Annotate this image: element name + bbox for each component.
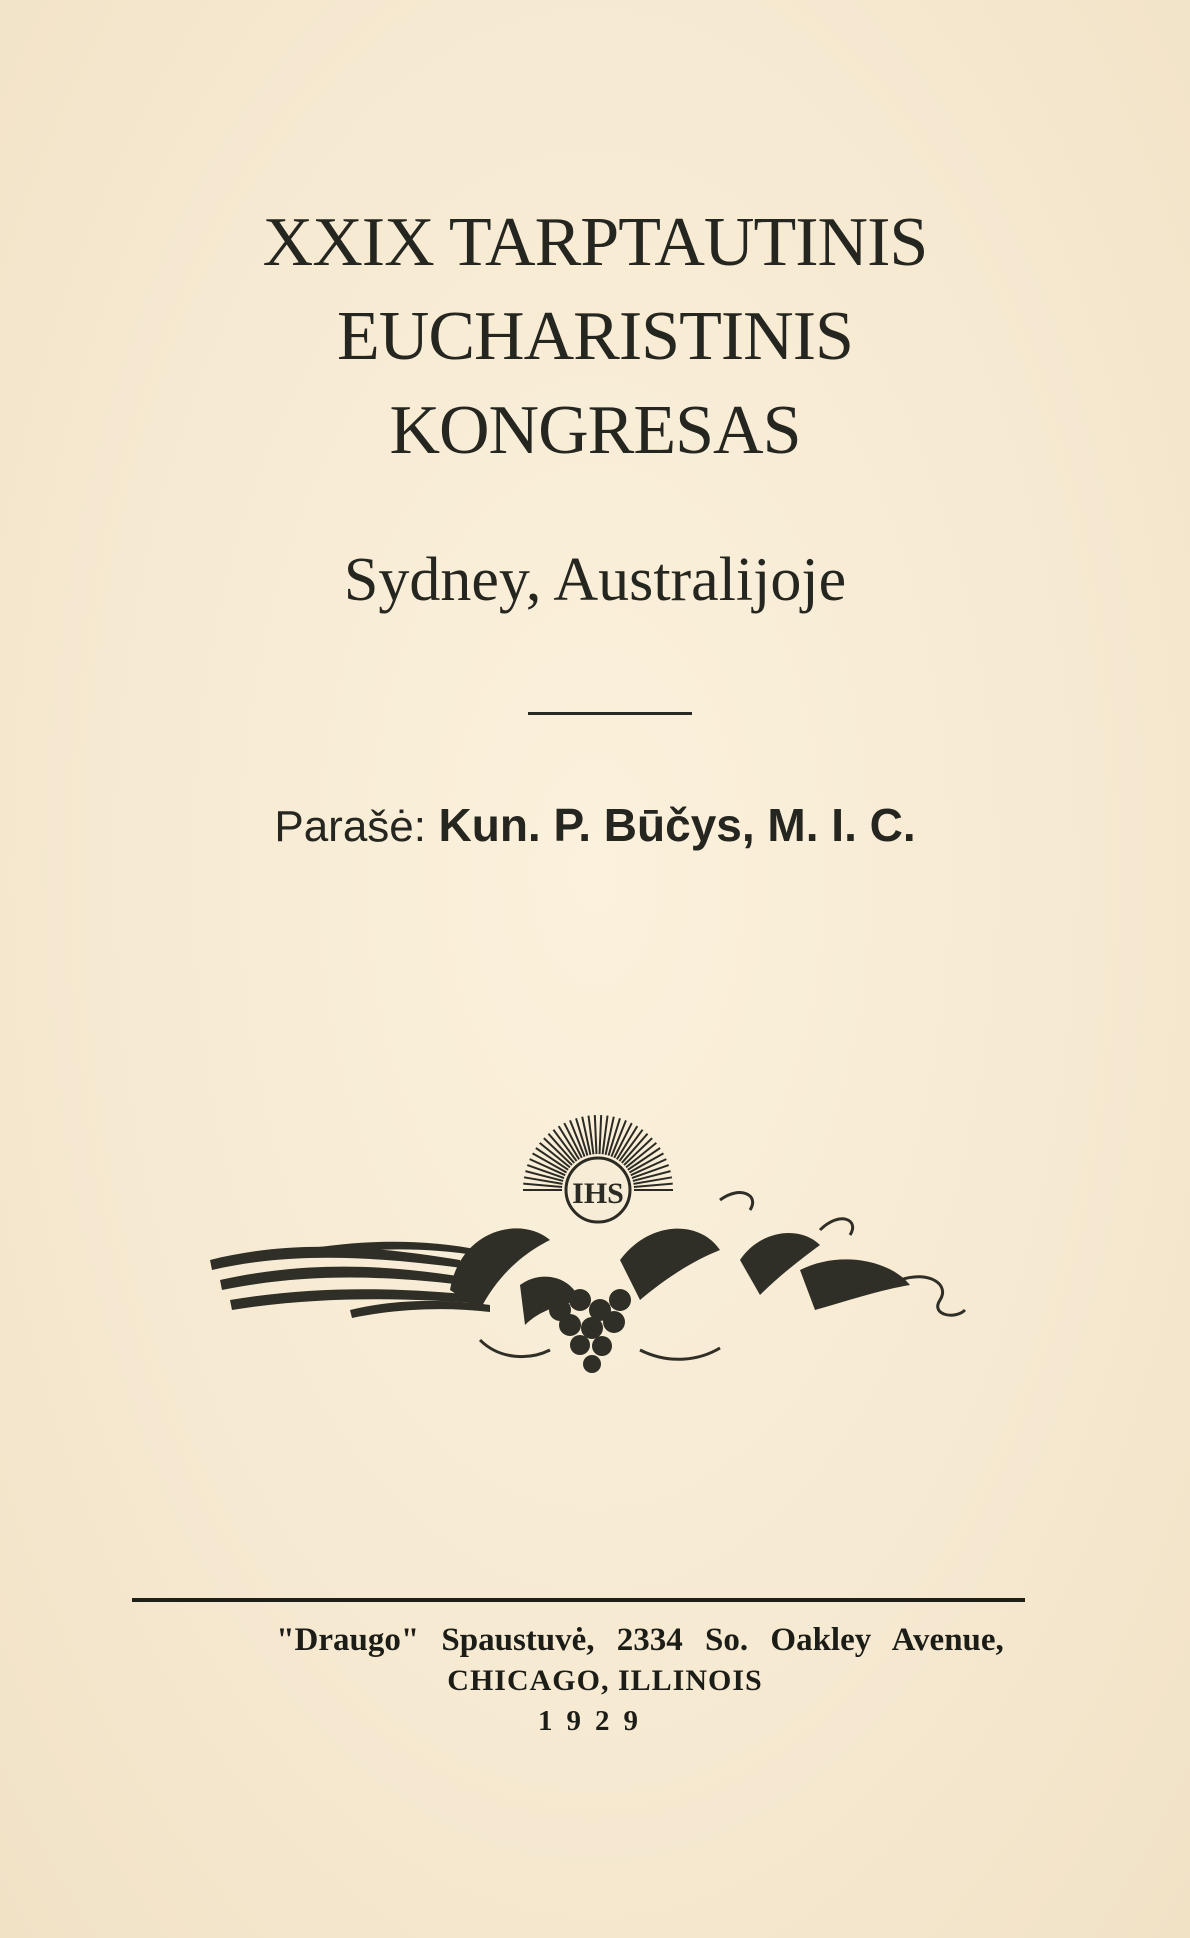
- author-line: [0, 792, 1190, 859]
- imprint-city: CHICAGO, ILLINOIS: [447, 1664, 763, 1697]
- sunburst-ray: [595, 1115, 597, 1154]
- grape-vine: [450, 1228, 910, 1373]
- author-name: Kun. P. Būčys, M. I. C.: [438, 799, 916, 851]
- imprint-divider: [132, 1598, 1025, 1602]
- place-subtitle: Sydney, Australijoje: [343, 546, 847, 614]
- ihs-sunburst-ornament-icon: [200, 1110, 970, 1380]
- sunburst-ray: [634, 1184, 673, 1187]
- wheat-sheaf: [210, 1242, 490, 1318]
- title-line-1: XXIX TARPTAUTINIS: [262, 204, 928, 281]
- sunburst-ray: [600, 1115, 602, 1154]
- title-line-3: KONGRESAS: [389, 392, 801, 469]
- title-line-2: EUCHARISTINIS: [337, 298, 853, 375]
- imprint-year: 1929: [538, 1705, 652, 1737]
- book-title: [0, 196, 1190, 478]
- short-divider: [528, 712, 692, 715]
- imprint-block: [0, 1618, 1190, 1742]
- author-label: Parašė:: [274, 802, 426, 851]
- monogram-text: IHS: [572, 1177, 624, 1210]
- sunburst-ray: [523, 1184, 562, 1187]
- imprint-printer-address: "Draugo" Spaustuvė, 2334 So. Oakley Avenue,: [276, 1622, 1004, 1658]
